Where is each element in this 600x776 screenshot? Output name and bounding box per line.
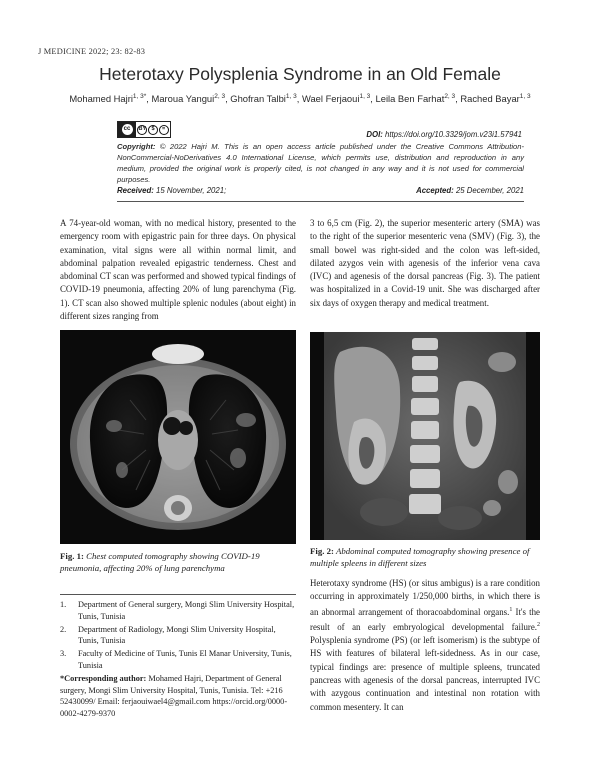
body-paragraph-discussion: [310, 577, 540, 714]
author-affiliation: 1, 3: [519, 93, 531, 100]
received-label: Received:: [117, 186, 154, 195]
author-name: Wael Ferjaoui: [301, 93, 360, 105]
author-name: Leila Ben Farhat: [375, 93, 445, 105]
doi-line: [366, 130, 522, 139]
article-dates: [117, 186, 524, 195]
doi-link[interactable]: https://doi.org/10.3329/jom.v23i1.57941: [385, 130, 522, 139]
affiliation-item: [60, 624, 296, 648]
affiliation-text: Department of Radiology, Mongi Slim University Hospital, Tunis, Tunisia: [78, 624, 276, 646]
corresponding-text: Mohamed Hajri, Department of General surgery, Mongi Slim University Hospital, Tunis, Tunisia. Tel: +216 52430099/ Email: ferjaouiwael4@gmail.com https://orcid.org/0000-0002-4279-9370: [60, 673, 288, 719]
affiliation-number: 1.: [60, 600, 67, 609]
figure-2-label: Fig. 2:: [310, 546, 334, 556]
header-divider: [117, 201, 524, 202]
author-affiliation: 1, 3: [285, 93, 297, 100]
received-date: 15 November, 2021;: [156, 186, 227, 195]
author-affiliation: 1, 3*: [132, 93, 147, 100]
received-date-line: [117, 186, 226, 195]
affiliation-item: [60, 599, 296, 623]
discussion-text-part1: Heterotaxy syndrome (HS) (or situs ambigus) is a rare condition occurring in approximately 1/250,000 births, in which there is an abnormal arrangement of thoracoabdominal organs.: [310, 578, 540, 617]
affiliation-number: 2.: [60, 624, 67, 634]
copyright-label: Copyright:: [117, 142, 156, 151]
author-list: Mohamed Hajri$^{1, 3*}$, Maroua Yangui$^{2, 3}$, Ghofran Talbi$^{1, 3}$, Wael Ferjaoui$^{1, 3}$, Leila Ben Farhat$^{2, 3}$, Rached Bayar$^{1, 3}$: [69, 93, 531, 105]
body-paragraph-case: A 74-year-old woman, with no medical history, presented to the emergency room with epigastric pain for three days. On physical examination, vital signs were all within normal limit, and abdominal palpation revealed epigastric tenderness. Chest and abdominal CT scan was performed and showed typical findings of COVID-19 pneumonia, affecting 20% of lung parenchyma (Fig. 1). CT scan also showed multiple splenic nodules (about eight) in different sizes ranging from: [60, 218, 296, 322]
copyright-notice: [117, 141, 524, 185]
affiliation-text: Department of General surgery, Mongi Slim University Hospital, Tunis, Tunisia: [78, 600, 295, 621]
discussion-text-part3: Polysplenia syndrome (PS) (or left isomerism) is the subtype of HS with features of bilateral left-sidedness. As in our case, typical findings are: presence of multiple spleens, truncated pancreas with agenesis of the dorsal pancreas, interrupted IVC with azygous continuation and intestinal non rotation with common mesentery. It can: [310, 635, 540, 712]
figure-2-abdominal-ct: [310, 332, 540, 540]
author-affiliation: 2, 3: [214, 93, 226, 100]
copyright-text: © 2022 Hajri M. This is an open access article published under the Creative Commons Attribution-NonCommercial-NoDerivatives 4.0 International License, which permits use, distribution and reproduction in any medium, provided the original work is properly cited, is not changed in any way and it is not used for commercial purposes.: [117, 142, 524, 184]
reference-2[interactable]: 2: [537, 621, 540, 628]
attribution-icon: BY: [137, 125, 147, 135]
doi-label: DOI:: [366, 130, 383, 139]
article-title: Heterotaxy Polysplenia Syndrome in an Old Female: [99, 64, 501, 84]
author-affiliation: 2, 3: [444, 93, 456, 100]
author-name: Maroua Yangui: [151, 93, 215, 105]
noncommercial-icon: $: [148, 125, 158, 135]
reference-1[interactable]: 1: [509, 606, 513, 613]
chest-ct-image: [60, 330, 296, 544]
footnotes: [60, 599, 296, 720]
affiliation-number: 3.: [60, 649, 67, 659]
author-name: Ghofran Talbi: [230, 93, 286, 105]
author-affiliation: 1, 3: [359, 93, 371, 100]
cc-icon: cc: [122, 124, 133, 135]
figure-1-chest-ct: [60, 330, 296, 544]
author-name: Mohamed Hajri: [69, 93, 133, 105]
footnote-divider: [60, 594, 296, 595]
creative-commons-badge[interactable]: [117, 121, 171, 138]
figure-1-caption: [60, 550, 296, 574]
figure-2-caption: [310, 545, 540, 569]
accepted-label: Accepted:: [416, 186, 454, 195]
figure-2-caption-text: Abdominal computed tomography showing presence of multiple spleens in different sizes: [310, 546, 530, 568]
journal-reference: J MEDICINE 2022; 23: 82-83: [38, 47, 146, 56]
figure-1-caption-text: Chest computed tomography showing COVID-19 pneumonia, affecting 20% of lung parenchyma: [60, 551, 260, 573]
affiliation-text: Faculty of Medicine of Tunis, Tunis El Manar University, Tunis, Tunisia: [78, 649, 292, 670]
affiliation-item: [60, 648, 296, 672]
body-paragraph-findings: 3 to 6,5 cm (Fig. 2), the superior mesenteric artery (SMA) was to the right of the superior mesenteric vena (SMV) (Fig. 3), the small bowel was right-sided and the colon was left-sided, dilated azygos vein with agenesis of the inferior vena cava (IVC) and agenesis of the dorsal pancreas (Fig. 3). The patient was hospitalized in a Covid-19 unit. She was discharged after six days of oxygen therapy and medical treatment.: [310, 218, 540, 308]
author-name: Rached Bayar: [460, 93, 520, 105]
corresponding-label: *Corresponding author:: [60, 673, 147, 683]
noderivatives-icon: =: [159, 125, 169, 135]
abdominal-ct-image: [310, 332, 540, 540]
affiliation-list: [60, 599, 296, 672]
corresponding-author: [60, 673, 296, 720]
discussion-text-part2: It's the result of an early embryological developmental failure.: [310, 606, 540, 632]
accepted-date: 25 December, 2021: [455, 186, 524, 195]
figure-1-label: Fig. 1:: [60, 551, 84, 561]
accepted-date-line: [416, 186, 524, 195]
